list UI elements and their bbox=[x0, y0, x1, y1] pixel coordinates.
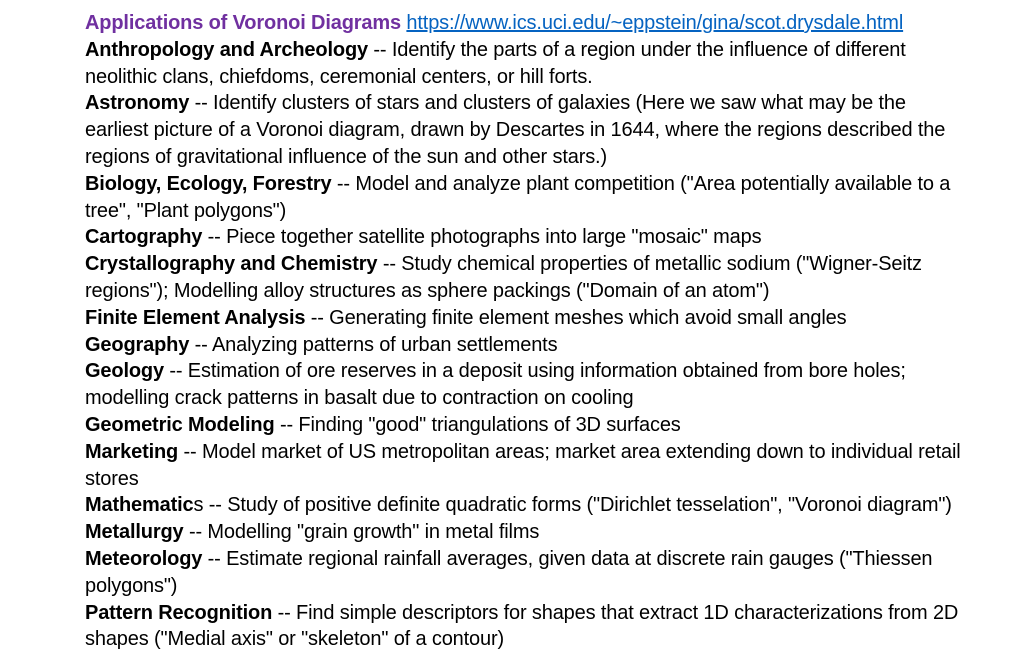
entry-geometric-modeling bbox=[85, 412, 965, 439]
entry-term: Geometric Modeling bbox=[85, 413, 275, 436]
entry-term: Meteorology bbox=[85, 547, 203, 570]
entry-term: Pattern Recognition bbox=[85, 601, 273, 624]
entry-description: -- Identify the parts of a region under the influence of different neolithic clans, chiefdoms, ceremonial centers, or hill forts. bbox=[85, 38, 906, 88]
entry-term: Anthropology and Archeology bbox=[85, 38, 368, 61]
entry-finite-element bbox=[85, 305, 965, 332]
entry-description: -- Study chemical properties of metallic sodium ("Wigner-Seitz regions"); Modelling alloy structures as sphere packings ("Domain of an atom") bbox=[85, 253, 922, 302]
entry-term: Mathematic bbox=[85, 494, 194, 517]
document-body bbox=[85, 10, 965, 653]
entry-term: Geography bbox=[85, 333, 190, 356]
document-title: Applications of Voronoi Diagrams bbox=[85, 12, 401, 34]
entry-term: Crystallography and Chemistry bbox=[85, 253, 378, 276]
entry-description: -- Model market of US metropolitan areas; market area extending down to individual retail stores bbox=[85, 440, 961, 490]
entry-term: Finite Element Analysis bbox=[85, 306, 306, 329]
entry-biology bbox=[85, 171, 965, 225]
entry-description: s -- Study of positive definite quadratic forms ("Dirichlet tesselation", "Voronoi diagram") bbox=[193, 494, 952, 517]
entry-description: -- Analyzing patterns of urban settlements bbox=[189, 333, 558, 356]
entry-description: -- Finding "good" triangulations of 3D surfaces bbox=[274, 413, 681, 436]
entry-description: -- Piece together satellite photographs into large "mosaic" maps bbox=[202, 226, 762, 249]
entry-mathematics bbox=[85, 492, 965, 519]
entry-description: -- Modelling "grain growth" in metal films bbox=[183, 521, 540, 544]
entry-metallurgy bbox=[85, 519, 965, 546]
entry-anthropology bbox=[85, 37, 965, 91]
entry-description: -- Model and analyze plant competition ("Area potentially available to a tree", "Plant polygons") bbox=[85, 172, 951, 222]
entry-description: -- Estimation of ore reserves in a deposit using information obtained from bore holes; modelling crack patterns in basalt due to contraction on cooling bbox=[85, 360, 906, 410]
entry-geology bbox=[85, 358, 965, 412]
entry-description: -- Find simple descriptors for shapes that extract 1D characterizations from 2D shapes ("Medial axis" or "skeleton" of a contour) bbox=[85, 601, 959, 651]
entry-marketing bbox=[85, 439, 965, 493]
entry-term: Cartography bbox=[85, 226, 203, 249]
entry-cartography bbox=[85, 224, 965, 251]
entry-description: -- Estimate regional rainfall averages, given data at discrete rain gauges ("Thiessen polygons") bbox=[85, 547, 933, 597]
source-link[interactable]: https://www.ics.uci.edu/~eppstein/gina/scot.drysdale.html bbox=[406, 12, 904, 34]
entry-term: Metallurgy bbox=[85, 521, 184, 544]
entry-geography bbox=[85, 332, 965, 359]
entry-astronomy bbox=[85, 90, 965, 170]
entry-crystallography bbox=[85, 251, 965, 305]
title-line bbox=[85, 10, 965, 37]
entry-term: Marketing bbox=[85, 440, 179, 463]
entry-meteorology bbox=[85, 546, 965, 600]
entry-pattern-recognition bbox=[85, 600, 965, 654]
entry-description: -- Identify clusters of stars and clusters of galaxies (Here we saw what may be the earliest picture of a Voronoi diagram, drawn by Descartes in 1644, where the regions described the regions of gravitational influence of the sun and other stars.) bbox=[85, 92, 946, 168]
entry-term: Astronomy bbox=[85, 92, 190, 115]
entry-term: Biology, Ecology, Forestry bbox=[85, 172, 332, 195]
entry-description: -- Generating finite element meshes which avoid small angles bbox=[305, 306, 847, 329]
entry-term: Geology bbox=[85, 360, 164, 383]
